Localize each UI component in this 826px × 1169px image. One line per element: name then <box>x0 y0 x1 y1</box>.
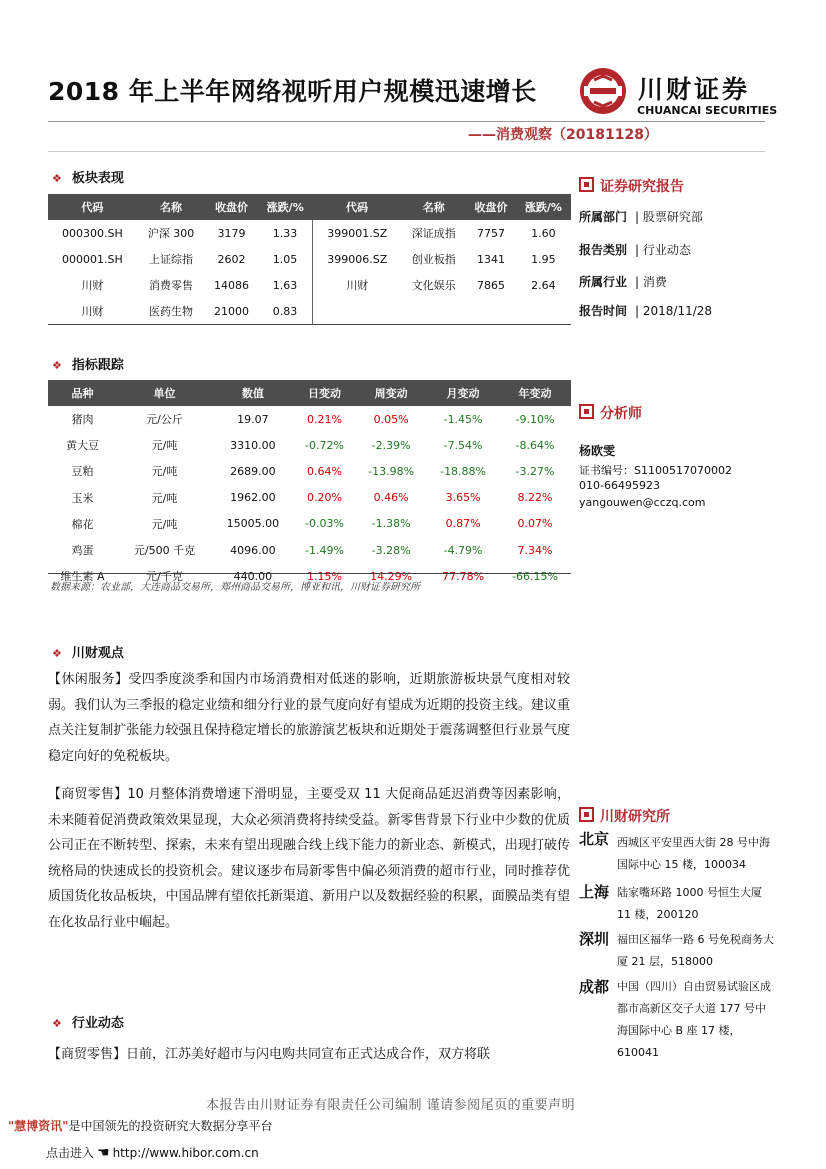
cell: 元/500 千克 <box>133 544 196 558</box>
cell: 0.05% <box>373 412 409 426</box>
cell: 14.29% <box>370 569 413 583</box>
cell: 1962.00 <box>230 491 276 505</box>
header-divider <box>48 121 765 122</box>
office-city: 北京 <box>579 830 610 848</box>
col-header: 收盘价 <box>205 194 257 220</box>
subtitle-divider <box>48 151 765 152</box>
diamond-icon: ❖ <box>52 172 62 185</box>
cell: -2.39% <box>371 438 411 452</box>
views-paragraph-leisure <box>48 667 570 769</box>
cell: 000001.SH <box>61 252 123 266</box>
watermark-line-1 <box>8 1117 273 1134</box>
cell: -3.28% <box>371 543 411 557</box>
analyst-email[interactable]: yangouwen@cczq.com <box>579 496 706 509</box>
watermark-text: 点击进入 <box>46 1146 95 1160</box>
cell: 1.60 <box>531 226 556 240</box>
watermark-brand: "慧博资讯" <box>8 1119 69 1133</box>
cell: 1.05 <box>272 252 298 266</box>
info-industry: 所属行业 | 消费 <box>579 275 667 289</box>
cell <box>401 298 466 325</box>
diamond-icon: ❖ <box>52 1017 62 1030</box>
cell: 7.34% <box>517 543 553 557</box>
square-bullet-icon <box>579 177 594 192</box>
table-row <box>48 511 571 537</box>
cell: 豆粕 <box>71 465 94 479</box>
office-city: 深圳 <box>579 930 610 948</box>
col-header: 月变动 <box>427 380 499 406</box>
cell: -13.98% <box>368 464 415 478</box>
diamond-icon: ❖ <box>52 359 62 372</box>
data-source-note: 数据来源：农业部，大连商品交易所，郑州商品交易所，博亚和讯，川财证券研究所 <box>50 582 420 593</box>
cell: -1.38% <box>371 517 411 531</box>
cell: 1.15% <box>306 569 342 583</box>
indicator-table-body <box>48 406 571 589</box>
cell: 000300.SH <box>61 226 123 240</box>
cell: 川财 <box>81 305 104 318</box>
cell: 15005.00 <box>226 517 280 531</box>
office-city: 上海 <box>579 883 610 901</box>
cell: 上证综指 <box>149 253 193 266</box>
cell: 2689.00 <box>230 464 276 478</box>
cell: 77.78% <box>442 569 485 583</box>
col-header: 品种 <box>48 380 117 406</box>
table-row <box>48 432 571 458</box>
cell <box>516 298 571 325</box>
report-info-heading: 证券研究报告 <box>579 176 684 196</box>
office-address: 福田区福华一路 6 号免税商务大厦 21 层，518000 <box>617 933 774 968</box>
cell: -7.54% <box>443 438 483 452</box>
cell: -0.72% <box>305 438 344 452</box>
cell: 棉花 <box>71 517 94 531</box>
cell: -1.49% <box>305 543 344 557</box>
col-header: 名称 <box>401 194 466 220</box>
cell: 1.63 <box>272 278 298 292</box>
col-header: 单位 <box>117 380 212 406</box>
cell: -18.88% <box>440 464 487 478</box>
section-heading-indicators: ❖ 指标跟踪 <box>52 358 124 373</box>
cell: 消费零售 <box>149 279 193 292</box>
cell: 创业板指 <box>411 253 456 266</box>
cell: 399006.SZ <box>313 246 401 272</box>
cell: 鸡蛋 <box>71 544 94 558</box>
cell: 维生素 A <box>60 570 105 584</box>
cell: -4.79% <box>443 543 483 557</box>
cell: -3.27% <box>515 464 555 478</box>
square-bullet-icon <box>579 807 594 822</box>
table-bottom-rule <box>48 573 571 574</box>
cell: 0.83 <box>272 304 298 318</box>
cell: 7757 <box>476 226 505 240</box>
office-address: 中国（四川）自由贸易试验区成都市高新区交子大道 177 号中海国际中心 B 座 17 楼，610041 <box>617 980 771 1059</box>
cell: 2.64 <box>531 278 556 292</box>
col-header: 收盘价 <box>466 194 515 220</box>
brand-name-en: CHUANCAI SECURITIES <box>637 104 778 117</box>
cell: -8.64% <box>515 438 555 452</box>
institute-heading: 川财研究所 <box>579 806 670 826</box>
cell: 3.65% <box>445 491 481 505</box>
cell: -9.10% <box>515 412 555 426</box>
office-city: 成都 <box>579 978 610 996</box>
cell: 21000 <box>213 304 249 318</box>
table-row <box>48 537 571 563</box>
cell: 14086 <box>213 278 249 292</box>
cell: 玉米 <box>71 491 94 505</box>
table-header-row <box>48 380 571 406</box>
cell: 元/吨 <box>151 439 178 453</box>
cell: 7865 <box>476 278 505 292</box>
analyst-cert: 证书编号：S1100517070002 <box>579 464 732 477</box>
cell: 440.00 <box>233 569 273 583</box>
cell: 元/吨 <box>151 517 178 531</box>
cell: 元/吨 <box>151 465 178 479</box>
square-bullet-icon <box>579 404 594 419</box>
cell <box>313 298 401 325</box>
col-header: 涨跌/% <box>258 194 313 220</box>
cell: 元/吨 <box>151 491 178 505</box>
table-row <box>48 485 571 511</box>
cell: 元/公斤 <box>146 413 183 427</box>
cell: 川财 <box>313 272 401 298</box>
col-header: 名称 <box>137 194 206 220</box>
cell: 8.22% <box>517 491 553 505</box>
table-row <box>48 406 571 432</box>
hand-pointer-icon: ☚ <box>97 1145 110 1161</box>
col-header: 代码 <box>48 194 137 220</box>
cell: 深证成指 <box>411 227 456 240</box>
col-header: 涨跌/% <box>516 194 571 220</box>
cell: 0.64% <box>306 464 342 478</box>
analyst-phone: 010-66495923 <box>579 479 660 492</box>
indicator-table <box>48 380 571 589</box>
para-tag: 【商贸零售】 <box>48 1047 127 1062</box>
footer-disclaimer: 本报告由川财证券有限责任公司编制 谨请参阅尾页的重要声明 <box>206 1098 576 1113</box>
cell: 0.07% <box>517 517 553 531</box>
cell: 1341 <box>476 252 505 266</box>
report-subtitle: ——消费观察（20181128） <box>468 127 658 143</box>
chuancai-logo <box>578 66 628 116</box>
cell: -1.45% <box>443 412 483 426</box>
office-address: 西城区平安里西大街 28 号中海国际中心 15 楼，100034 <box>617 836 770 871</box>
col-header: 周变动 <box>355 380 427 406</box>
analyst-name: 杨欧雯 <box>579 444 616 458</box>
section-heading-sector: ❖ 板块表现 <box>52 171 124 186</box>
report-title: 2018 年上半年网络视听用户规模迅速增长 <box>48 77 537 106</box>
table-row <box>48 272 571 298</box>
cell: 0.21% <box>306 412 342 426</box>
cell: -66.15% <box>512 569 558 583</box>
cell: 399001.SZ <box>313 220 401 246</box>
table-row <box>48 458 571 484</box>
sector-table <box>48 194 571 325</box>
section-heading-views: ❖ 川财观点 <box>52 646 124 661</box>
cell: 沪深 300 <box>147 227 195 240</box>
watermark-link[interactable]: http://www.hibor.com.cn <box>112 1146 259 1160</box>
cell: 1.33 <box>272 226 298 240</box>
info-category: 报告类别 | 行业动态 <box>579 243 691 257</box>
col-header: 日变动 <box>294 380 355 406</box>
para-text: 日前，江苏美好超市与闪电购共同宣布正式达成合作，双方将联 <box>126 1047 491 1062</box>
table-row <box>48 246 571 272</box>
para-tag: 【休闲服务】 <box>48 672 129 687</box>
para-text: 受四季度淡季和国内市场消费相对低迷的影响，近期旅游板块景气度相对较弱。我们认为三季报的稳定业绩和细分行业的景气度向好有望成为近期的投资主线。建议重点关注复制扩张能力较强且保持稳定增长的旅游演艺板块和近期处于震荡调整但行业景气度稳定向好的免税板块。 <box>48 672 570 764</box>
cell: 文化娱乐 <box>411 279 456 292</box>
col-header: 数值 <box>212 380 294 406</box>
cell: 2602 <box>217 252 246 266</box>
cell: 0.87% <box>445 517 481 531</box>
para-text: 10 月整体消费增速下滑明显，主要受双 11 大促商品延迟消费等因素影响，未来随着促消费政策效果显现，大众必须消费将持续受益。新零售背景下行业中少数的优质公司正在不断转型、探索，未来有望出现融合线上线下能力的新业态、新模式，出现打破传统格局的快速成长的投资机会。建议逐步布局新零售中偏必须消费的超市行业，同时推荐优质国货化妆品板块，中国品牌有望依托新渠道、新用户以及数据经验的积累，面膜品类有望在化妆品行业中崛起。 <box>48 787 570 930</box>
cell: 黄大豆 <box>66 439 100 453</box>
diamond-icon: ❖ <box>52 647 62 660</box>
para-tag: 【商贸零售】 <box>48 787 128 802</box>
brand-name-cn: 川财证券 <box>638 75 751 104</box>
cell: 4096.00 <box>230 543 276 557</box>
col-header: 代码 <box>313 194 401 220</box>
cell: 元/千克 <box>146 570 183 584</box>
table-row <box>48 220 571 246</box>
cell: 3179 <box>217 226 246 240</box>
info-department: 所属部门 | 股票研究部 <box>579 210 703 224</box>
cell <box>466 298 515 325</box>
watermark-text: 是中国领先的投资研究大数据分享平台 <box>68 1119 273 1133</box>
cell: 1.95 <box>531 252 556 266</box>
col-header: 年变动 <box>499 380 571 406</box>
cell: 0.46% <box>373 491 409 505</box>
cell: 0.20% <box>306 491 342 505</box>
info-date: 报告时间 | 2018/11/28 <box>579 304 713 318</box>
cell: 川财 <box>81 279 104 292</box>
watermark-line-2 <box>46 1144 259 1161</box>
analyst-heading: 分析师 <box>579 403 642 423</box>
views-paragraph-retail <box>48 782 570 935</box>
office-address: 陆家嘴环路 1000 号恒生大厦 11 楼，200120 <box>617 886 762 921</box>
news-paragraph <box>48 1042 570 1068</box>
section-heading-news: ❖ 行业动态 <box>52 1016 124 1031</box>
cell: 19.07 <box>237 412 269 426</box>
cell: -0.03% <box>305 517 344 531</box>
table-header-row <box>48 194 571 220</box>
cell: 猪肉 <box>71 413 94 427</box>
table-row <box>48 298 571 325</box>
cell: 3310.00 <box>230 438 276 452</box>
cell: 医药生物 <box>149 305 193 318</box>
